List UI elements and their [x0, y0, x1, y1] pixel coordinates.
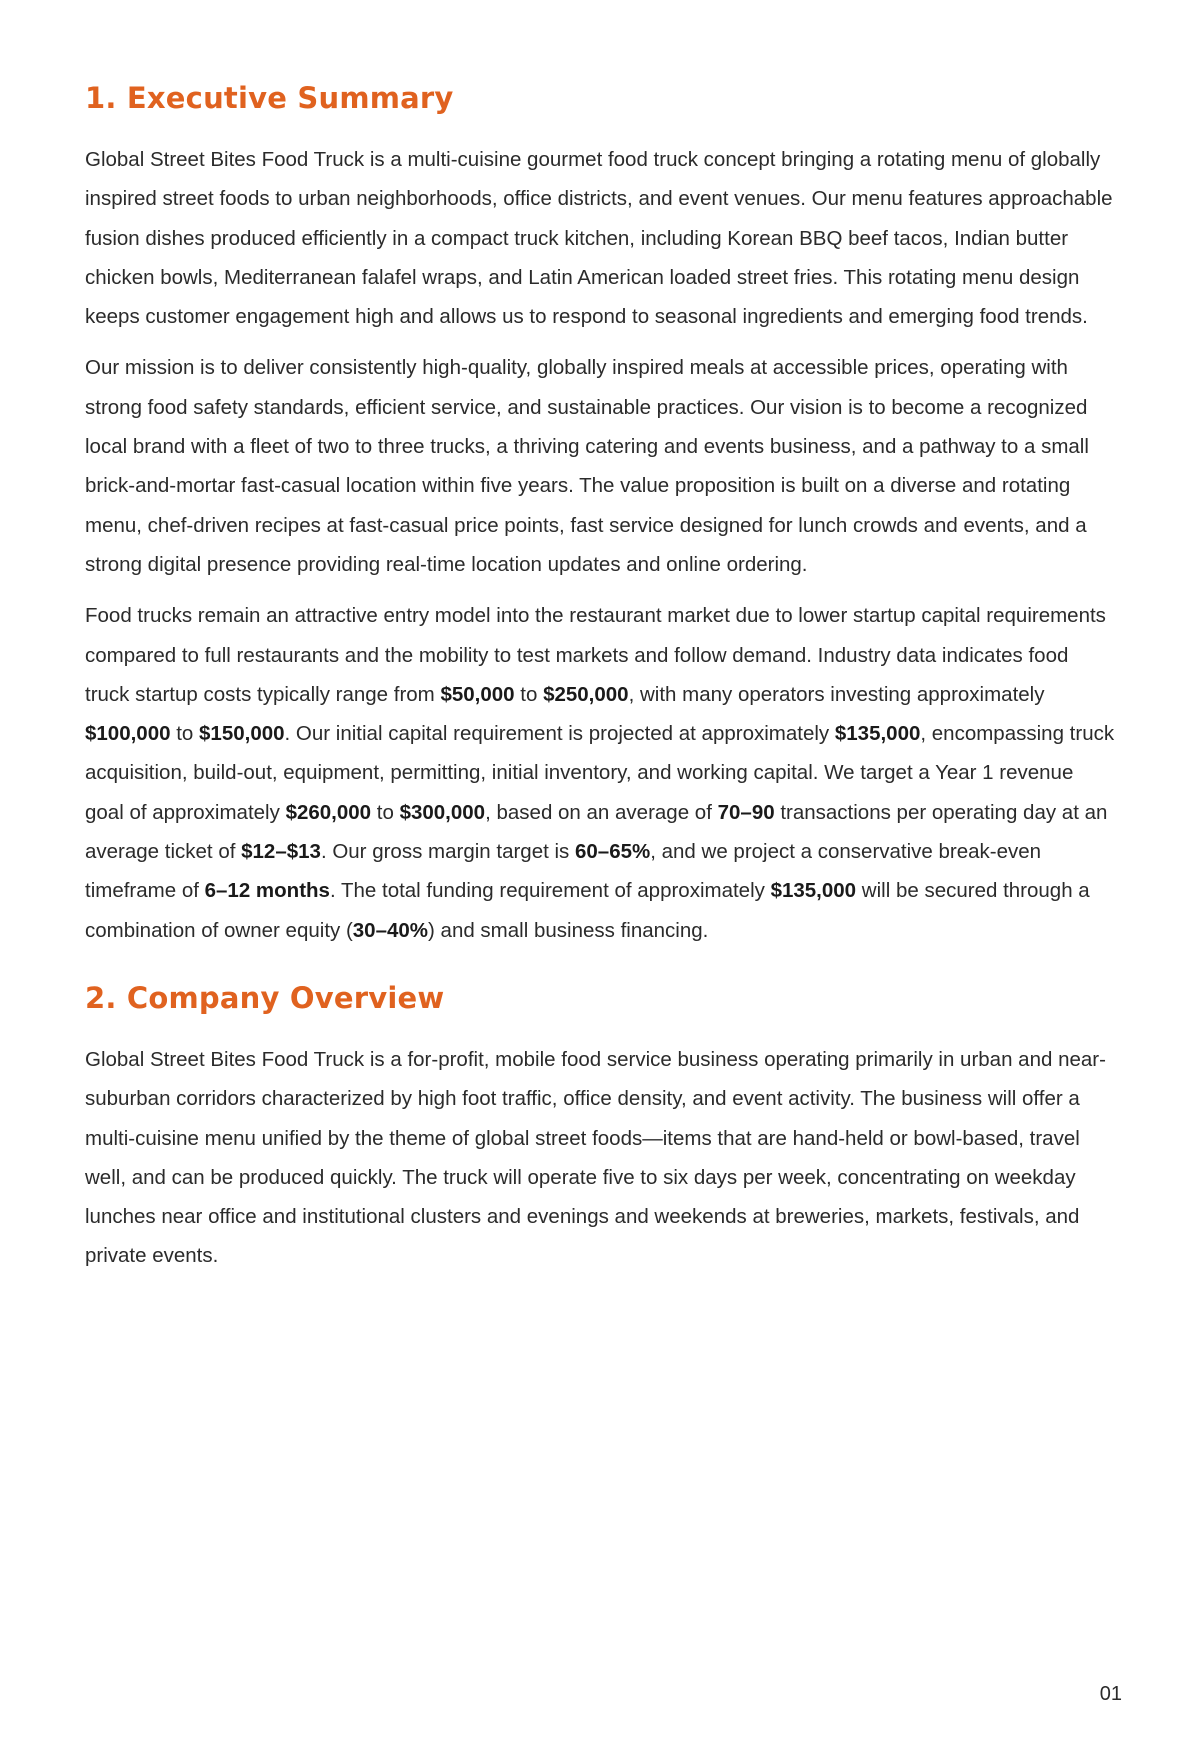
text-run: Global Street Bites Food Truck is a multi-cuisine gourmet food truck concept bringing a rotating menu of globally inspired street foods to urban neighborhoods, office districts, and event venues. Our menu features approachable fusion dishes produced efficiently in a compact truck kitchen, including Korean BBQ beef tacos, Indian butter chicken bowls, Mediterranean falafel wraps, and Latin American loaded street fries. This rotating menu design keeps customer engagement high and allows us to respond to seasonal ingredients and emerging food trends.: [85, 148, 1113, 329]
text-run: to: [514, 682, 544, 706]
highlight-figure: 6–12 months: [204, 879, 330, 903]
text-run: , based on an average of: [485, 800, 718, 824]
highlight-figure: $260,000: [285, 800, 372, 824]
text-run: . Our initial capital requirement is projected at approximately: [284, 722, 835, 746]
text-run: transactions per operating day at an average ticket of: [85, 800, 1108, 864]
highlight-figure: $100,000: [85, 722, 171, 746]
paragraph: [85, 348, 1115, 584]
highlight-figure: 30–40%: [352, 918, 429, 942]
paragraph: [85, 1040, 1115, 1276]
text-run: . The total funding requirement of approximately: [329, 879, 771, 903]
paragraph: [85, 596, 1115, 950]
highlight-figure: $300,000: [399, 800, 486, 824]
text-run: to: [371, 800, 400, 824]
highlight-figure: 60–65%: [575, 840, 651, 864]
document-page: [85, 78, 1115, 1304]
text-run: Food trucks remain an attractive entry model into the restaurant market due to lower startup capital requirements compared to full restaurants and the mobility to test markets and follow demand. Industry data indicates food truck startup costs typically range from: [85, 604, 1106, 706]
page-number: 01: [1099, 1683, 1122, 1705]
highlight-figure: $135,000: [770, 879, 857, 903]
highlight-figure: $50,000: [440, 682, 515, 706]
paragraph: [85, 140, 1115, 336]
text-run: , encompassing truck acquisition, build-out, equipment, permitting, initial inventory, and working capital. We target a Year 1 revenue goal of approximately: [85, 722, 1115, 824]
section-heading: 2. Company Overview: [85, 980, 445, 1015]
text-run: Global Street Bites Food Truck is a for-profit, mobile food service business operating primarily in urban and near-suburban corridors characterized by high foot traffic, office density, and event activity. The business will offer a multi-cuisine menu unified by the theme of global street foods—items that are hand-held or bowl-based, travel well, and can be produced quickly. The truck will operate five to six days per week, concentrating on weekday lunches near office and institutional clusters and evenings and weekends at breweries, markets, festivals, and private events.: [85, 1047, 1106, 1268]
section-2: [85, 978, 1115, 1276]
text-run: to: [170, 722, 200, 746]
section-1: [85, 78, 1115, 950]
highlight-figure: $150,000: [199, 722, 285, 746]
highlight-figure: $250,000: [543, 682, 629, 706]
section-heading: 1. Executive Summary: [85, 81, 454, 115]
text-run: , with many operators investing approximately: [628, 682, 1045, 706]
highlight-figure: $135,000: [834, 722, 921, 746]
highlight-figure: 70–90: [717, 800, 775, 824]
highlight-figure: $12–$13: [241, 840, 321, 864]
text-run: , and we project a conservative break-even timeframe of: [85, 840, 1042, 903]
text-run: will be secured through a combination of owner equity (: [85, 879, 1090, 942]
text-run: . Our gross margin target is: [320, 840, 575, 864]
text-run: Our mission is to deliver consistently high-quality, globally inspired meals at accessible prices, operating with strong food safety standards, efficient service, and sustainable practices. Our vision is to become a recognized local brand with a fleet of two to three trucks, a thriving catering and events business, and a pathway to a small brick-and-mortar fast-casual location within five years. The value proposition is built on a diverse and rotating menu, chef-driven recipes at fast-casual price points, fast service designed for lunch crowds and events, and a strong digital presence providing real-time location updates and online ordering.: [85, 356, 1089, 576]
text-run: ) and small business financing.: [428, 918, 709, 942]
